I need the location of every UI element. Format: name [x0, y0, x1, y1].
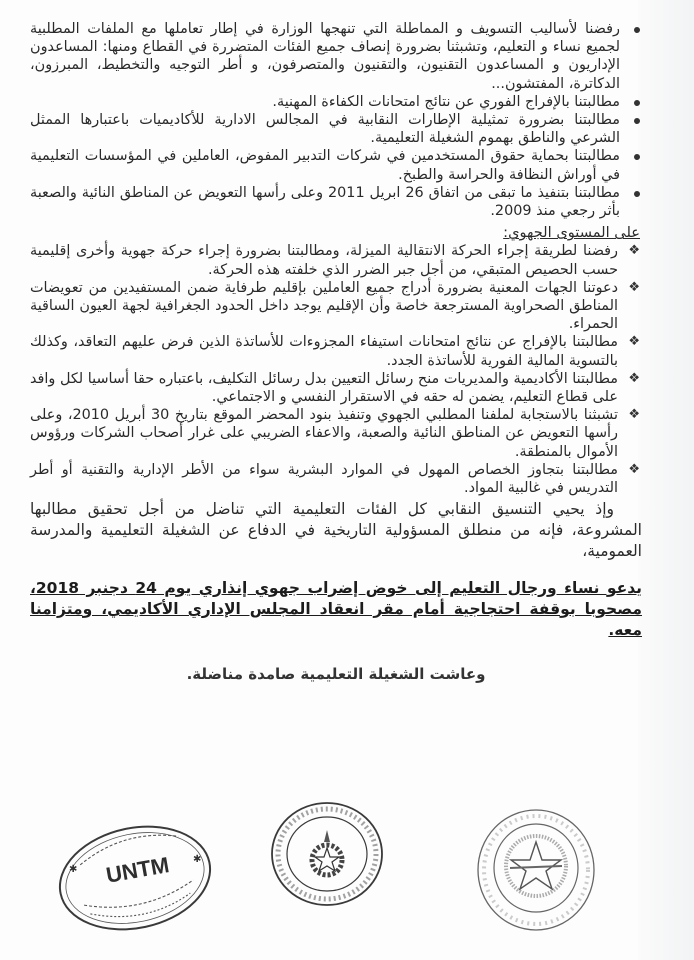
list-item-text: مطالبتنا بالإفراج الفوري عن نتائج امتحانات الكفاءة المهنية.: [272, 93, 620, 110]
bullet-dot-icon: [634, 118, 640, 124]
diamond-bullet-icon: ❖: [628, 461, 640, 477]
untm-stamp: [55, 822, 215, 934]
svg-text:✱: ✱: [69, 864, 78, 875]
page-edge-shade: [638, 0, 694, 960]
list-item: [30, 279, 642, 334]
list-item: [30, 370, 642, 406]
umt-stamp: [474, 806, 598, 934]
closing-paragraph: وإذ يحيي التنسيق النقابي كل الفئات التعليمية التي تناضل من أجل تحقيق مطالبها المشروعة، فإنه من منطلق المسؤولية التاريخية في الدفاع عن الشغيلة التعليمية والمدرسة العمومية،: [30, 500, 642, 561]
list-item-text: مطالبتنا بالإفراج عن نتائج امتحانات استيفاء المجزوءات للأساتذة الذين فرض عليهم التعاقد، وكذلك بالتسوية المالية الفورية للأساتذة الجدد.: [30, 334, 618, 369]
federation-stamp: [268, 800, 386, 910]
umt-stamp-graphic: [474, 806, 598, 934]
diamond-bullet-icon: ❖: [628, 334, 640, 350]
slogan: وعاشت الشغيلة التعليمية صامدة مناضلة.: [186, 664, 486, 683]
list-item: [30, 242, 642, 278]
bullet-dot-icon: [634, 27, 640, 33]
list-item: [30, 147, 642, 183]
list-item: [30, 93, 642, 111]
regional-demands-list: [30, 242, 642, 497]
bullet-dot-icon: [634, 100, 640, 106]
diamond-bullet-icon: ❖: [628, 407, 640, 423]
list-item-text: مطالبتنا بحماية حقوق المستخدمين في شركات التدبير المفوض، العاملين في المؤسسات التعليمية في أوراش النظافة والحراسة والطبخ.: [30, 148, 620, 183]
list-item: [30, 20, 642, 93]
list-item-text: مطالبتنا بضرورة تمثيلية الإطارات النقابية في المجالس الادارية للأكاديميات باعتبارها الممثل الشرعي والناطق بهموم الشغيلة التعليمية.: [30, 112, 620, 147]
untm-stamp-graphic: [55, 822, 215, 934]
national-demands-list: [30, 20, 642, 220]
list-item-text: رفضنا لأساليب التسويف و المماطلة التي تنهجها الوزارة في إطار تعاملها مع الملفات المطلبية لجميع نساء و التعليم، وتشبثنا بضرورة إنصاف جميع الفئات المتضررة في القطاع ومنها: المساعدون الإداريون و المساعدون التقنيون، والتقنيون والمتصرفون، و أطر التوجيه والتخطيط، المبرزون، الدكاترة، المفتشون...: [30, 21, 620, 92]
bullet-dot-icon: [634, 191, 640, 197]
bullet-dot-icon: [634, 154, 640, 160]
list-item-text: تشبثنا بالاستجابة لملفنا المطلبي الجهوي وتنفيذ بنود المحضر الموقع بتاريخ 30 أبريل 2010، وعلى رأسها التعويض عن المناطق النائية والصعبة، والاعفاء الضريبي على غرار أصحاب الشركات ورؤوس الأموال بالمنطقة.: [30, 407, 619, 460]
federation-stamp-graphic: [268, 800, 386, 910]
list-item: [30, 406, 642, 461]
list-item: [30, 184, 642, 220]
diamond-bullet-icon: ❖: [628, 279, 640, 295]
list-item: [30, 111, 642, 147]
svg-text:✱: ✱: [193, 854, 202, 865]
list-item: [30, 461, 642, 497]
list-item-text: دعوتنا الجهات المعنية بضرورة أدراج جميع العاملين بإقليم طرفاية ضمن المستفيدين من تعويضات المناطق الصحراوية المسترجعة خاصة وأن الإقليم يوجد داخل الحدود الجغرافية لجهة العيون الساقية الحمراء.: [30, 279, 618, 333]
list-item-text: مطالبتنا بتنفيذ ما تبقى من اتفاق 26 ابريل 2011 وعلى رأسها التعويض عن المناطق النائية والصعبة بأثر رجعي منذ 2009.: [30, 184, 620, 220]
diamond-bullet-icon: ❖: [628, 370, 640, 386]
diamond-bullet-icon: ❖: [628, 243, 640, 259]
list-item-text: رفضنا لطريقة إجراء الحركة الانتقالية الميزلة، ومطالبتنا بضرورة إجراء حركة جهوية وأخرى إقليمية حسب الحصيص المتبقي، من أجل جبر الضرر الذي خلفته هذه الحركة.: [30, 243, 618, 278]
document-page: [30, 20, 642, 683]
list-item: [30, 333, 642, 369]
list-item-text: مطالبتنا بتجاوز الخصاص المهول في الموارد البشرية سواء من الأطر الإدارية والتقنية أو أطر التدريس في غالبية المواد.: [30, 461, 618, 497]
list-item-text: مطالبتنا الأكاديمية والمديريات منح رسائل التعيين بدل رسائل التكليف، باعتباره حقا أساسيا لكل وافد على قطاع التعليم، يضمن له حقه في الاستقرار النفسي و الاجتماعي.: [30, 370, 618, 406]
stamp-center-text: UNTM: [104, 852, 172, 888]
strike-call: يدعو نساء ورجال التعليم إلى خوض إضراب جهوي إنذاري يوم 24 دجنبر 2018، مصحوبا بوقفة احتجاجية أمام مقر انعقاد المجلس الإداري الأكاديمي، ومتزامنا معه.: [30, 578, 642, 639]
section-title-regional: على المستوى الجهوي:: [503, 224, 640, 242]
